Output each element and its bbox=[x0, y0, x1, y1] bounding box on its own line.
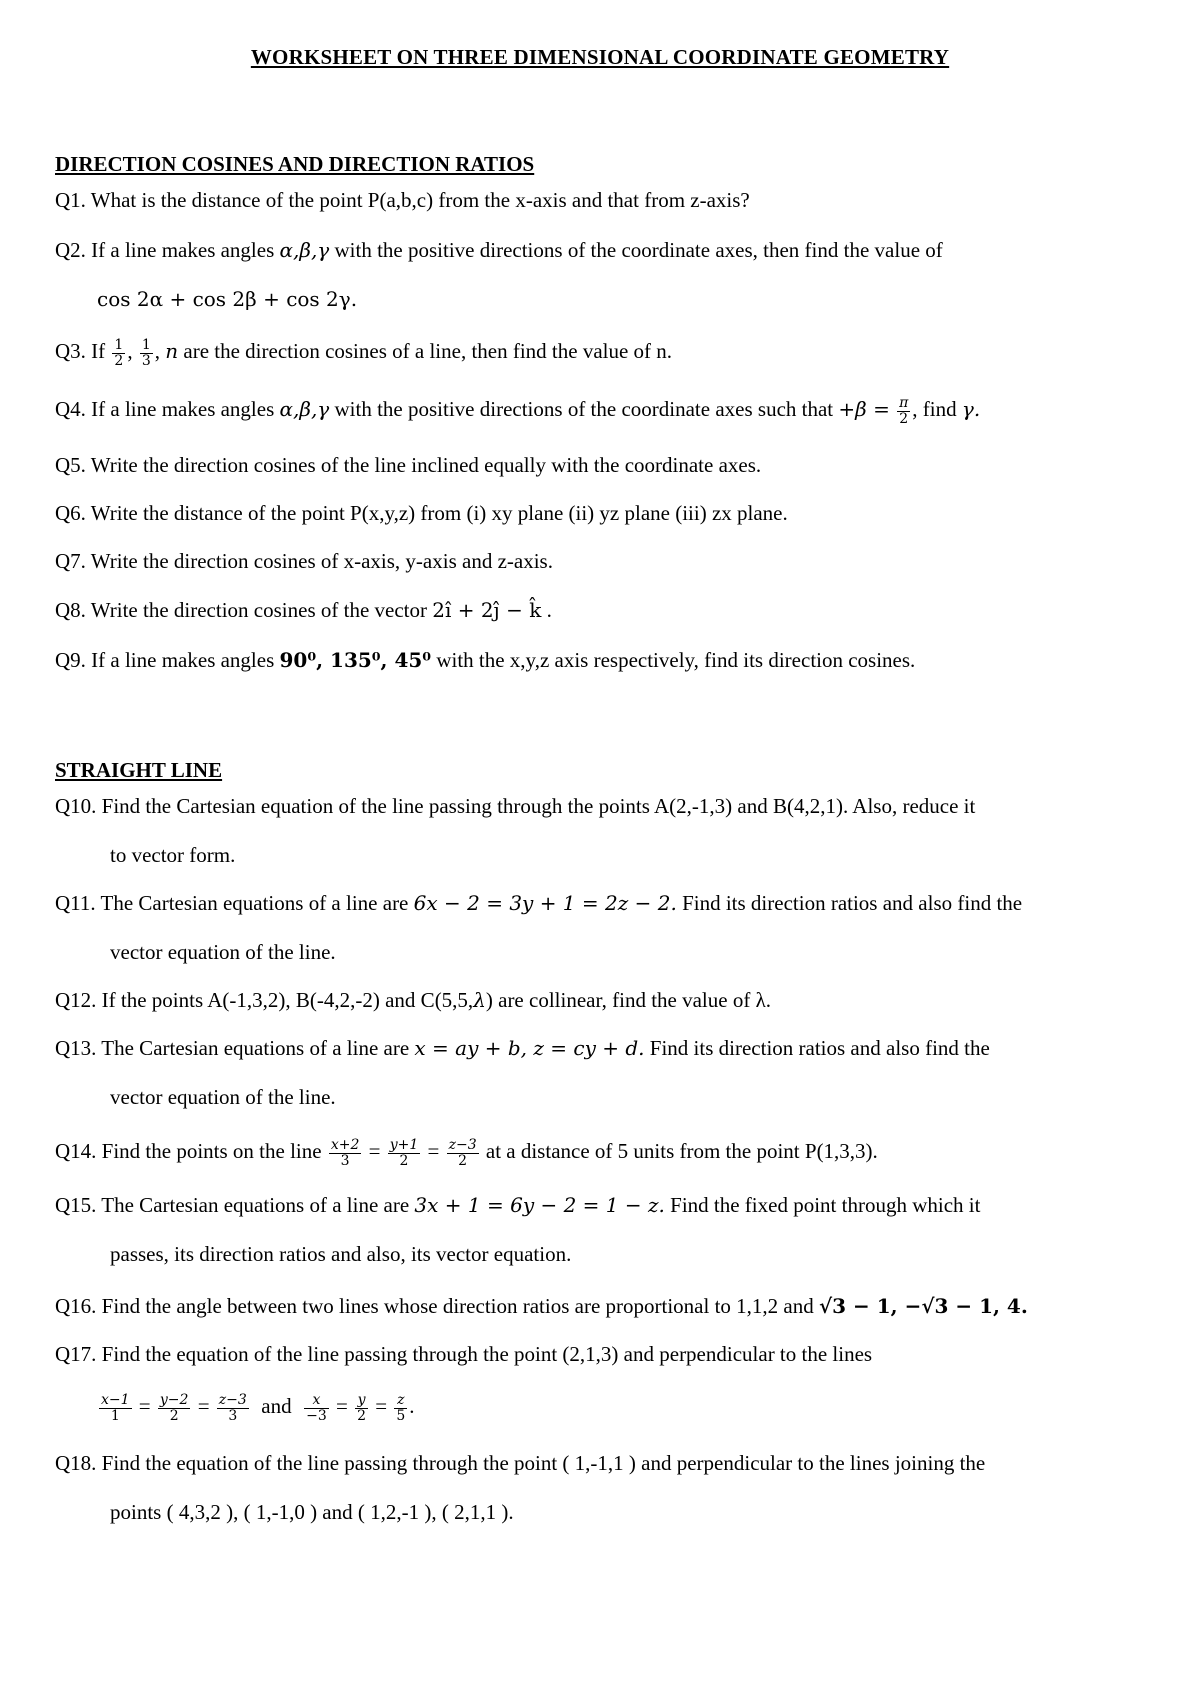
question-1: Q1. What is the distance of the point P(a,b,c) from the x-axis and that from z-axis? bbox=[55, 188, 750, 212]
q16-expression: √3 − 1, −√3 − 1, 4. bbox=[819, 1294, 1028, 1318]
question-10: Q10. Find the Cartesian equation of the line passing through the points A(2,-1,3) and B(4,2,1). Also, reduce it bbox=[55, 794, 976, 818]
q11-suffix: Find its direction ratios and also find the bbox=[676, 891, 1023, 915]
question-5: Q5. Write the direction cosines of the line inclined equally with the coordinate axes. bbox=[55, 453, 762, 477]
q12-suffix: ) are collinear, find the value of λ. bbox=[485, 988, 772, 1012]
question-9 bbox=[55, 646, 915, 674]
q4-gamma: γ. bbox=[961, 397, 981, 421]
question-7: Q7. Write the direction cosines of x-axis, y-axis and z-axis. bbox=[55, 549, 553, 573]
question-15 bbox=[55, 1191, 980, 1219]
q3-prefix: Q3. If bbox=[55, 339, 106, 363]
q17-fraction-e: $\frac{y}{2}$ bbox=[357, 1391, 367, 1424]
q3-suffix: are the direction cosines of a line, then find the value of n. bbox=[183, 339, 673, 363]
question-4 bbox=[55, 395, 980, 427]
question-17-lines: $\frac{x-1}{1}$ = $\frac{y-2}{2}$ = $\frac{z-3}{3}$ and $\frac{x}{-3}$ = $\frac{y}{2}$ = $\frac{z}{5}$ . bbox=[101, 1391, 415, 1424]
question-11-continued: vector equation of the line. bbox=[110, 940, 336, 964]
q13-prefix: Q13. The Cartesian equations of a line are bbox=[55, 1036, 415, 1060]
q8-vector: 2î + 2ĵ − k̂ bbox=[432, 598, 542, 622]
q2-prefix: Q2. If a line makes angles bbox=[55, 238, 280, 262]
q3-n: n bbox=[165, 339, 179, 363]
q3-fraction-1: $\frac{1}{2}$ bbox=[114, 336, 124, 369]
q4-mid: with the positive directions of the coordinate axes such that bbox=[329, 397, 839, 421]
q4-prefix: Q4. If a line makes angles bbox=[55, 397, 280, 421]
q14-fraction-3: $\frac{z-3}{2}$ bbox=[448, 1136, 477, 1169]
q12-lambda: λ bbox=[473, 988, 486, 1012]
q17-fraction-c: $\frac{z-3}{3}$ bbox=[218, 1391, 247, 1424]
question-2-expression bbox=[97, 285, 357, 313]
q4-suffix: , find bbox=[912, 397, 962, 421]
q14-fraction-1: $\frac{x+2}{3}$ bbox=[330, 1136, 360, 1169]
section-heading-straight-line: STRAIGHT LINE bbox=[55, 758, 223, 782]
q11-prefix: Q11. The Cartesian equations of a line are bbox=[55, 891, 414, 915]
q9-angles: 90⁰, 135⁰, 45⁰ bbox=[279, 648, 432, 672]
q13-equation: x = ay + b, z = cy + d. bbox=[414, 1036, 645, 1060]
q2-suffix: with the positive directions of the coordinate axes, then find the value of bbox=[329, 238, 943, 262]
question-12 bbox=[55, 986, 771, 1014]
q17-fraction-b: $\frac{y-2}{2}$ bbox=[159, 1391, 189, 1424]
q2-expr: cos 2α + cos 2β + cos 2γ. bbox=[97, 287, 358, 311]
q8-prefix: Q8. Write the direction cosines of the vector bbox=[55, 598, 433, 622]
q3-fraction-2: $\frac{1}{3}$ bbox=[141, 336, 151, 369]
q14-suffix: at a distance of 5 units from the point P(1,3,3). bbox=[485, 1139, 878, 1163]
q14-fraction-2: $\frac{y+1}{2}$ bbox=[389, 1136, 419, 1169]
section-heading-direction-cosines: DIRECTION COSINES AND DIRECTION RATIOS bbox=[55, 152, 535, 176]
q13-suffix: Find its direction ratios and also find the bbox=[644, 1036, 990, 1060]
q17-fraction-f: $\frac{z}{5}$ bbox=[396, 1391, 406, 1424]
q12-prefix: Q12. If the points A(-1,3,2), B(-4,2,-2) and C(5,5, bbox=[55, 988, 474, 1012]
question-17: Q17. Find the equation of the line passing through the point (2,1,3) and perpendicular to the lines bbox=[55, 1342, 873, 1366]
q11-equation: 6x − 2 = 3y + 1 = 2z − 2. bbox=[413, 891, 677, 915]
q8-suffix: . bbox=[541, 598, 552, 622]
question-11 bbox=[55, 889, 1022, 917]
q9-suffix: with the x,y,z axis respectively, find its direction cosines. bbox=[431, 648, 916, 672]
q15-prefix: Q15. The Cartesian equations of a line are bbox=[55, 1193, 415, 1217]
question-2 bbox=[55, 236, 943, 264]
question-16 bbox=[55, 1292, 1028, 1320]
question-3: Q3. If $\frac{1}{2}$ , $\frac{1}{3}$ , n are the direction cosines of a line, then find the value of n. bbox=[55, 336, 673, 369]
page-title: WORKSHEET ON THREE DIMENSIONAL COORDINATE GEOMETRY bbox=[250, 45, 950, 69]
q15-suffix: Find the fixed point through which it bbox=[664, 1193, 981, 1217]
question-18: Q18. Find the equation of the line passing through the point ( 1,-1,1 ) and perpendicular to the lines joining the bbox=[55, 1451, 986, 1475]
q9-prefix: Q9. If a line makes angles bbox=[55, 648, 280, 672]
q2-angles: α,β,γ bbox=[279, 238, 330, 262]
question-10-continued: to vector form. bbox=[110, 843, 236, 867]
q17-fraction-d: $\frac{x}{-3}$ bbox=[306, 1391, 327, 1424]
question-13 bbox=[55, 1034, 990, 1062]
question-6: Q6. Write the distance of the point P(x,y,z) from (i) xy plane (ii) yz plane (iii) zx plane. bbox=[55, 501, 788, 525]
q4-angles: α,β,γ bbox=[279, 397, 330, 421]
q16-prefix: Q16. Find the angle between two lines whose direction ratios are proportional to 1,1,2 and bbox=[55, 1294, 819, 1318]
question-18-continued: points ( 4,3,2 ), ( 1,-1,0 ) and ( 1,2,-1 ), ( 2,1,1 ). bbox=[110, 1500, 514, 1524]
q14-prefix: Q14. Find the points on the line bbox=[55, 1139, 327, 1163]
q17-and: and bbox=[261, 1394, 292, 1418]
question-8 bbox=[55, 596, 552, 624]
q17-fraction-a: $\frac{x-1}{1}$ bbox=[101, 1391, 130, 1424]
q15-equation: 3x + 1 = 6y − 2 = 1 − z. bbox=[414, 1193, 665, 1217]
q4-fraction: $\frac{\pi}{2}$ bbox=[899, 394, 909, 427]
question-13-continued: vector equation of the line. bbox=[110, 1085, 336, 1109]
question-15-continued: passes, its direction ratios and also, its vector equation. bbox=[110, 1242, 572, 1266]
q4-expr: +β = bbox=[838, 397, 890, 421]
question-14: Q14. Find the points on the line $\frac{x+2}{3}$ = $\frac{y+1}{2}$ = $\frac{z-3}{2}$ at a distance of 5 units from the point P(1,3,3). bbox=[55, 1136, 878, 1169]
